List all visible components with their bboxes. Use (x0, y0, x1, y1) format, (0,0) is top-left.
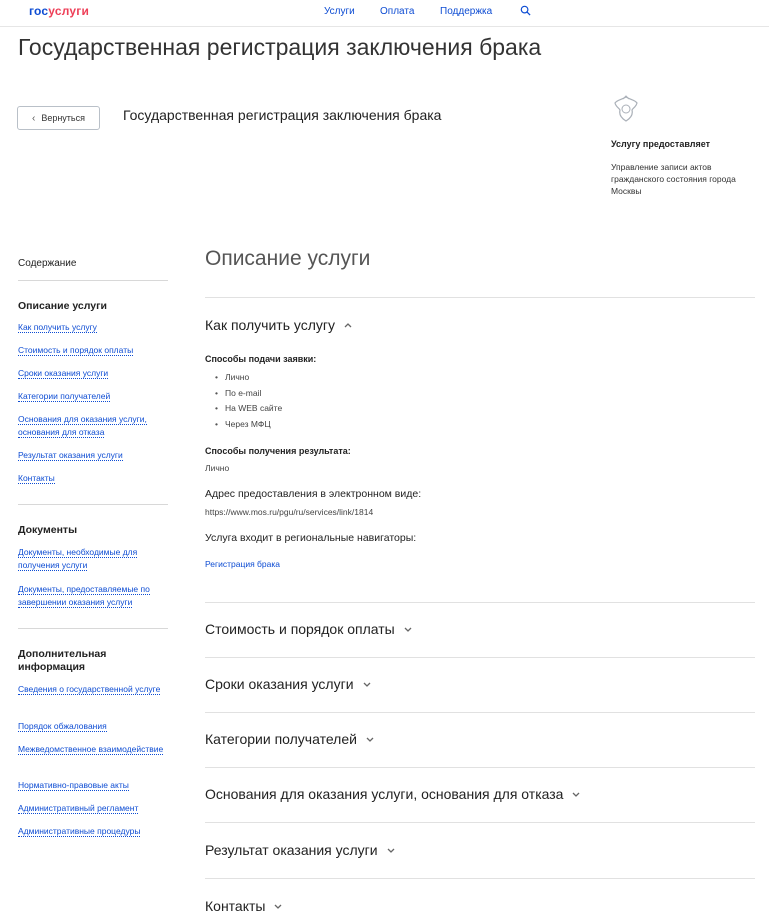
accordion-title: Контакты (205, 898, 266, 914)
page-title: Государственная регистрация заключения брака (18, 34, 542, 60)
accordion-terms[interactable] (205, 676, 372, 692)
sidebar-link-terms[interactable]: Сроки оказания услуги (18, 368, 109, 378)
chevron-down-icon (365, 734, 375, 744)
accordion-title: Стоимость и порядок оплаты (205, 621, 395, 637)
submit-methods-list (215, 372, 282, 434)
search-icon[interactable] (520, 5, 531, 16)
accordion-cost[interactable] (205, 621, 413, 637)
navigator-link-marriage[interactable]: Регистрация брака (205, 559, 281, 569)
sidebar-link-result[interactable]: Результат оказания услуги (18, 450, 123, 460)
accordion-divider (205, 712, 755, 713)
coat-of-arms-icon (611, 94, 641, 124)
sidebar-link-appeal[interactable]: Порядок обжалования (18, 721, 107, 731)
service-title: Государственная регистрация заключения брака (123, 107, 442, 123)
sidebar-link-grounds[interactable]: Основания для оказания услуги, основания для отказа (18, 414, 147, 437)
nav-support[interactable]: Поддержка (440, 6, 493, 17)
accordion-title: Категории получателей (205, 731, 357, 747)
sidebar-divider (18, 280, 168, 281)
address-value: https://www.mos.ru/pgu/ru/services/link/1814 (205, 507, 374, 517)
accordion-title: Как получить услугу (205, 317, 336, 333)
chevron-up-icon (343, 320, 353, 330)
sidebar-link-regulation[interactable]: Административный регламент (18, 803, 139, 813)
sidebar-link-recipients[interactable]: Категории получателей (18, 391, 111, 401)
accordion-grounds[interactable] (205, 786, 581, 802)
receive-methods-label: Способы получения результата: (205, 446, 351, 456)
logo-uslugi: услуги (48, 4, 90, 18)
receive-method-value: Лично (205, 463, 230, 473)
logo-gos: гос (29, 4, 49, 18)
sidebar-link-interagency[interactable]: Межведомственное взаимодействие (18, 744, 164, 754)
sidebar-group-title: Описание услуги (18, 300, 107, 312)
accordion-contacts[interactable] (205, 898, 283, 914)
chevron-down-icon (571, 789, 581, 799)
submit-methods-label: Способы подачи заявки: (205, 354, 317, 364)
accordion-result[interactable] (205, 842, 396, 858)
back-button[interactable] (17, 106, 100, 130)
accordion-title: Сроки оказания услуги (205, 676, 354, 692)
sidebar-link-cost[interactable]: Стоимость и порядок оплаты (18, 345, 134, 355)
accordion-divider (205, 602, 755, 603)
chevron-left-icon: ‹ (31, 112, 36, 124)
sidebar-divider (18, 628, 168, 629)
provider-label: Услугу предоставляет (611, 139, 711, 149)
provider-name: Управление записи актов гражданского состояния города Москвы (611, 162, 736, 196)
list-item: • Через МФЦ (215, 419, 282, 435)
sidebar-link-service-info[interactable]: Сведения о государственной услуге (18, 684, 161, 694)
address-label: Адрес предоставления в электронном виде: (205, 488, 422, 500)
navigators-label: Услуга входит в региональные навигаторы: (205, 532, 417, 544)
accordion-how-to-get[interactable] (205, 317, 353, 333)
chevron-down-icon (403, 624, 413, 634)
accordion-divider (205, 657, 755, 658)
gosuslugi-logo[interactable] (29, 4, 89, 18)
sidebar-group-title: Дополнительная информация (18, 648, 107, 673)
accordion-divider (205, 767, 755, 768)
sidebar-link-procedures[interactable]: Административные процедуры (18, 826, 141, 836)
section-title: Описание услуги (205, 247, 371, 270)
chevron-down-icon (362, 679, 372, 689)
sidebar-link-how-to-get[interactable]: Как получить услугу (18, 322, 97, 332)
section-divider (205, 297, 755, 298)
list-item: • По e-mail (215, 388, 282, 404)
accordion-title: Основания для оказания услуги, основания для отказа (205, 786, 564, 802)
chevron-down-icon (273, 901, 283, 911)
top-header (0, 0, 769, 27)
nav-services[interactable]: Услуги (324, 6, 355, 17)
accordion-divider (205, 878, 755, 879)
sidebar-divider (18, 504, 168, 505)
sidebar-link-required-docs[interactable]: Документы, необходимые для получения услуги (18, 547, 138, 570)
list-item: • Лично (215, 372, 282, 388)
nav-payment[interactable]: Оплата (380, 6, 415, 17)
chevron-down-icon (386, 845, 396, 855)
accordion-title: Результат оказания услуги (205, 842, 378, 858)
sidebar-link-legal-acts[interactable]: Нормативно-правовые акты (18, 780, 129, 790)
sidebar-link-result-docs[interactable]: Документы, предоставляемые по завершении оказания услуги (18, 584, 150, 607)
accordion-recipients[interactable] (205, 731, 375, 747)
sidebar-group-title: Документы (18, 524, 78, 536)
list-item: • На WEB сайте (215, 403, 282, 419)
back-button-label: Вернуться (41, 113, 85, 123)
sidebar-link-contacts[interactable]: Контакты (18, 473, 55, 483)
accordion-divider (205, 822, 755, 823)
contents-label: Содержание (18, 258, 77, 269)
